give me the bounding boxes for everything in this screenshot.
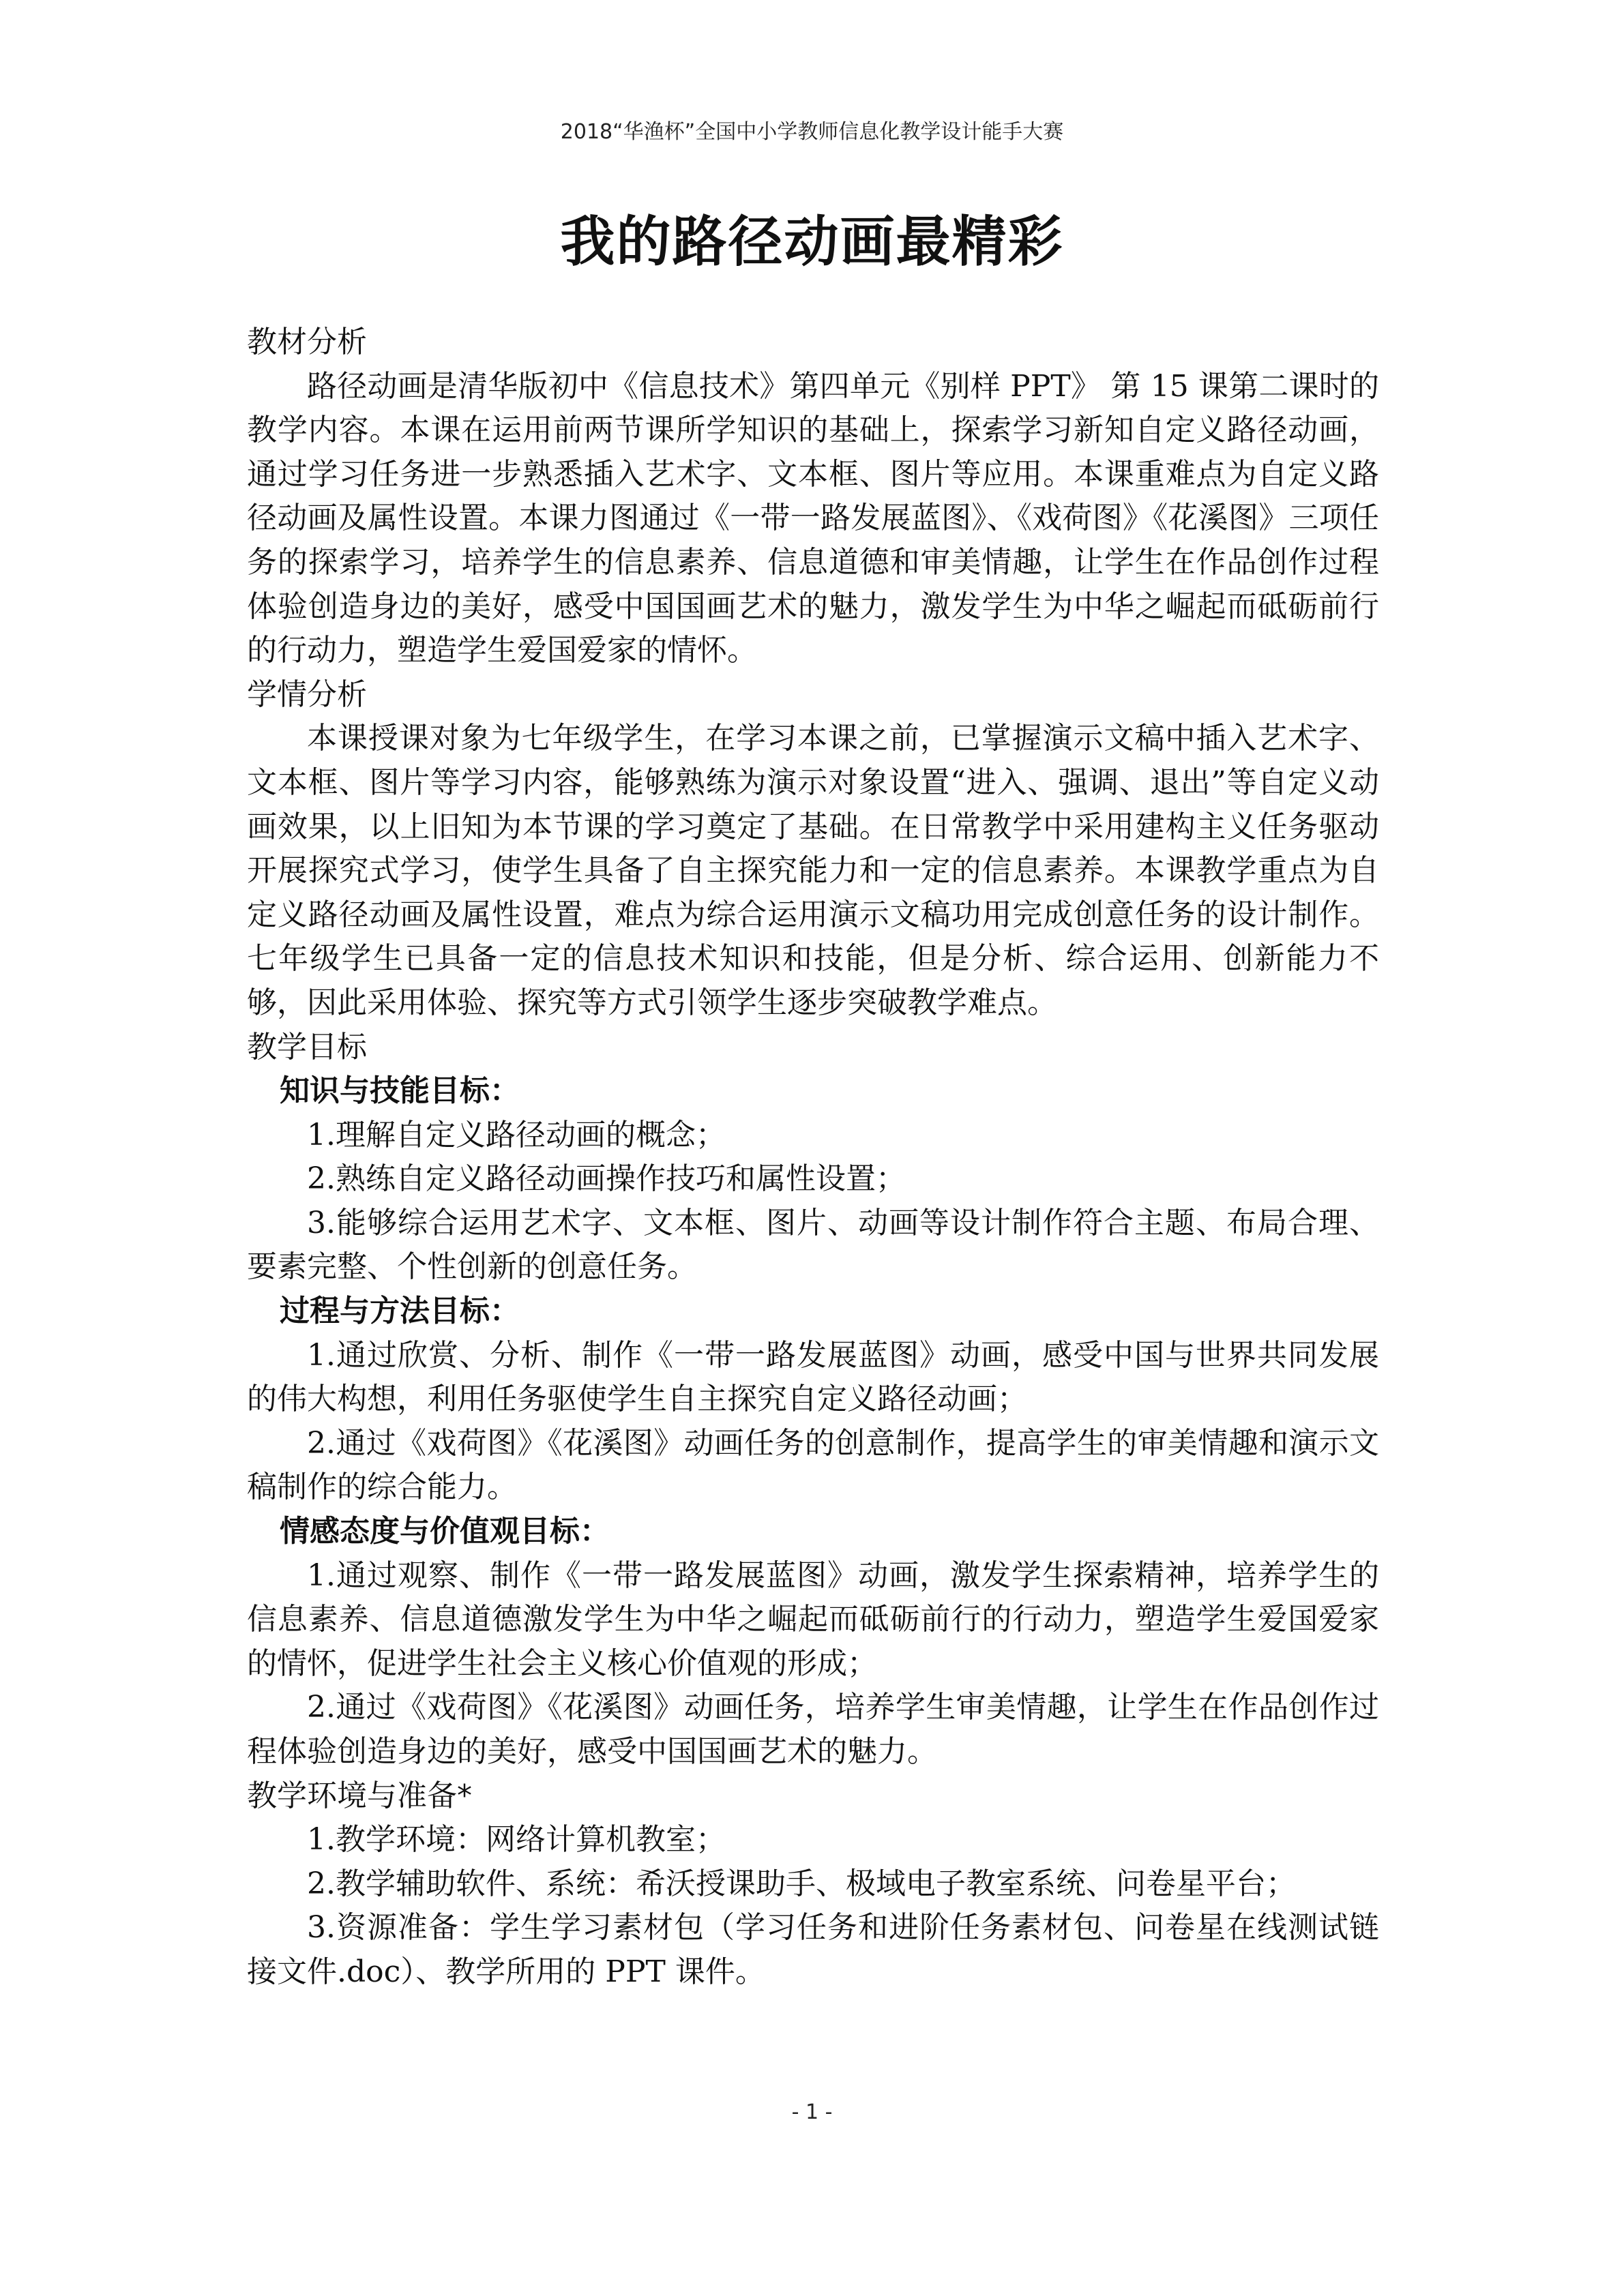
list-item: 1.教学环境：网络计算机教室； <box>307 1822 726 1858</box>
section-material-analysis <box>247 320 1379 673</box>
list-item: 2.教学辅助软件、系统：希沃授课助手、极域电子教室系统、问卷星平台； <box>307 1866 1296 1901</box>
section-environment-preparation <box>247 1774 1379 1995</box>
list-item: 1.通过观察、制作《一带一路发展蓝图》动画，激发学生探索精神，培养学生的信息素养、信息道德激发学生为中华之崛起而砥砺前行的行动力，塑造学生爱国爱家的情怀，促进学生社会主义核心价值观的形成； <box>247 1557 1379 1681</box>
section-teaching-objectives <box>247 1026 1379 1774</box>
knowledge-skill-subheading: 知识与技能目标： <box>280 1073 520 1109</box>
section-heading: 学情分析 <box>247 676 367 712</box>
section-heading: 教学目标 <box>247 1029 367 1064</box>
list-item: 3.能够综合运用艺术字、文本框、图片、动画等设计制作符合主题、布局合理、要素完整、个性创新的创意任务。 <box>247 1205 1379 1285</box>
list-item: 2.熟练自定义路径动画操作技巧和属性设置； <box>307 1161 906 1197</box>
list-item: 3.资源准备：学生学习素材包（学习任务和进阶任务素材包、问卷星在线测试链接文件.doc）、教学所用的 PPT 课件。 <box>247 1910 1379 1989</box>
process-method-subheading: 过程与方法目标： <box>280 1294 520 1329</box>
list-item: 1.理解自定义路径动画的概念； <box>307 1117 726 1152</box>
list-item: 1.通过欣赏、分析、制作《一带一路发展蓝图》动画，感受中国与世界共同发展的伟大构想，利用任务驱使学生自主探究自定义路径动画； <box>247 1337 1379 1417</box>
list-item: 2.通过《戏荷图》《花溪图》动画任务，培养学生审美情趣，让学生在作品创作过程体验创造身边的美好，感受中国国画艺术的魅力。 <box>247 1690 1379 1769</box>
list-item: 2.通过《戏荷图》《花溪图》动画任务的创意制作，提高学生的审美情趣和演示文稿制作的综合能力。 <box>247 1425 1379 1505</box>
section-paragraph: 本课授课对象为七年级学生，在学习本课之前，已掌握演示文稿中插入艺术字、文本框、图片等学习内容，能够熟练为演示对象设置“进入、强调、退出”等自定义动画效果，以上旧知为本节课的学习奠定了基础。在日常教学中采用建构主义任务驱动开展探究式学习，使学生具备了自主探究能力和一定的信息素养。本课教学重点为自定义路径动画及属性设置，难点为综合运用演示文稿功用完成创意任务的设计制作。七年级学生已具备一定的信息技术知识和技能，但是分析、综合运用、创新能力不够，因此采用体验、探究等方式引领学生逐步突破教学难点。 <box>247 721 1379 1020</box>
document-title: 我的路径动画最精彩 <box>560 210 1064 273</box>
page-number: - 1 - <box>791 2100 833 2124</box>
section-heading: 教材分析 <box>247 325 367 359</box>
emotion-value-subheading: 情感态度与价值观目标： <box>280 1514 610 1549</box>
running-header: 2018“华渔杯”全国中小学教师信息化教学设计能手大赛 <box>560 120 1064 144</box>
section-paragraph: 路径动画是清华版初中《信息技术》第四单元《别样 PPT》 第 15 课第二课时的教学内容。本课在运用前两节课所学知识的基础上，探索学习新知自定义路径动画，通过学习任务进一步熟悉插入艺术字、文本框、图片等应用。本课重难点为自定义路径动画及属性设置。本课力图通过《一带一路发展蓝图》、《戏荷图》《花溪图》三项任务的探索学习，培养学生的信息素养、信息道德和审美情趣，让学生在作品创作过程体验创造身边的美好，感受中国国画艺术的魅力，激发学生为中华之崛起而砥砺前行的行动力，塑造学生爱国爱家的情怀。 <box>247 368 1379 668</box>
section-learner-analysis <box>247 673 1379 1026</box>
document-body <box>247 320 1379 1995</box>
section-heading: 教学环境与准备* <box>247 1778 472 1813</box>
